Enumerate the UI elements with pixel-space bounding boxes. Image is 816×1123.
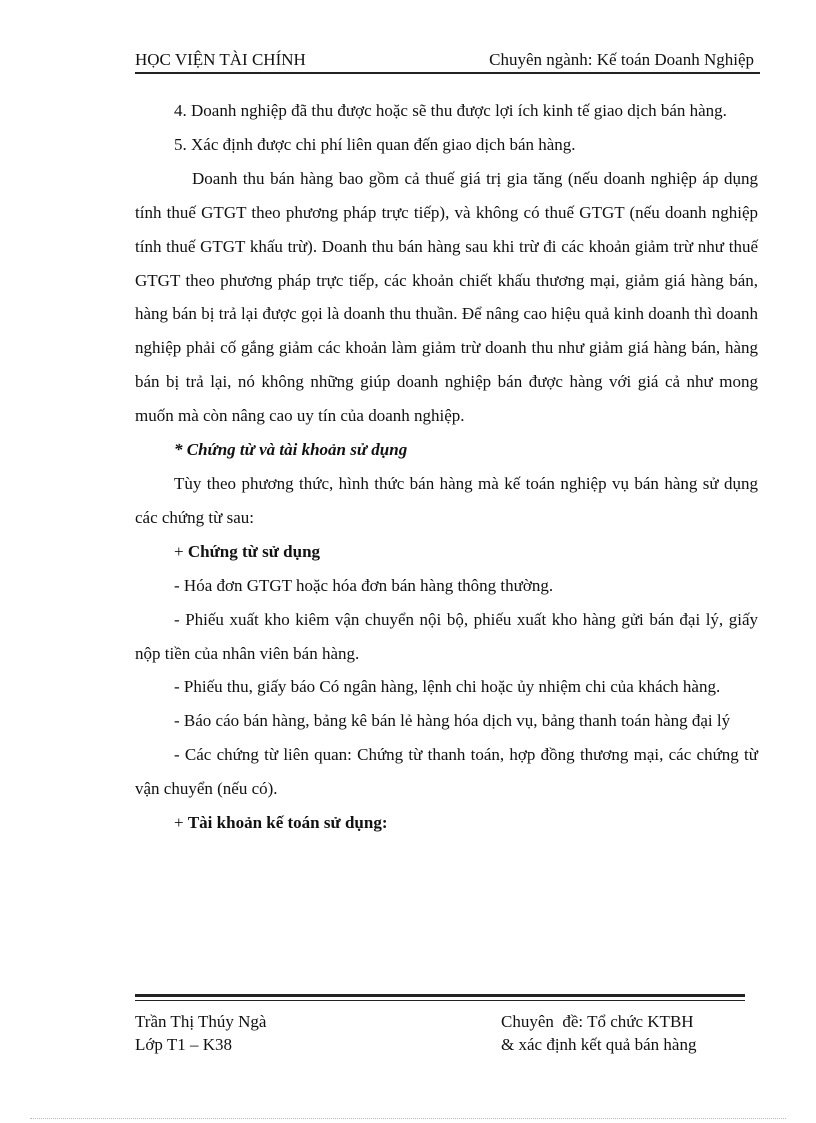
paragraph: Doanh thu bán hàng bao gồm cả thuế giá trị gia tăng (nếu doanh nghiệp áp dụng tính thuế GTGT theo phương pháp trực tiếp), và không có thuế GTGT (nếu doanh nghiệp tính thuế GTGT khấu trừ). Doanh thu bán hàng sau khi trừ đi các khoản giảm trừ như thuế GTGT theo phương pháp trực tiếp, các khoản chiết khấu thương mại, giảm giá hàng bán, hàng bán bị trả lại được gọi là doanh thu thuần. Để nâng cao hiệu quả kinh doanh thì doanh nghiệp phải cố gắng giảm các khoản làm giảm trừ doanh thu như giảm giá hàng bán, hàng bán bị trả lại, nó không những giúp doanh nghiệp bán được hàng với giá cả như mong muốn mà còn nâng cao uy tín của doanh nghiệp.	[135, 168, 758, 426]
subheading-prefix: +	[174, 813, 188, 833]
footer-author-block	[135, 1010, 266, 1056]
list-item: - Các chứng từ liên quan: Chứng từ thanh toán, hợp đồng thương mại, các chứng từ vận chuyển (nếu có).	[135, 745, 758, 799]
page-edge-dots	[30, 1118, 786, 1119]
paragraph: 4. Doanh nghiệp đã thu được hoặc sẽ thu được lợi ích kinh tế giao dịch bán hàng.	[174, 101, 727, 120]
footer-divider	[135, 994, 745, 1001]
document-body	[135, 94, 758, 840]
list-item: - Phiếu thu, giấy báo Có ngân hàng, lệnh chi hoặc ủy nhiệm chi của khách hàng.	[174, 677, 721, 697]
header-institution: HỌC VIỆN TÀI CHÍNH	[135, 50, 306, 69]
footer-class: Lớp T1 – K38	[135, 1035, 232, 1054]
subheading-text: Chứng từ sử dụng	[187, 541, 321, 561]
subheading-prefix: +	[174, 541, 188, 561]
header-major: Chuyên ngành: Kế toán Doanh Nghiệp	[489, 50, 754, 69]
subheading-text: Tài khoản kế toán sử dụng:	[187, 813, 388, 833]
list-item: - Phiếu xuất kho kiêm vận chuyển nội bộ, phiếu xuất kho hàng gửi bán đại lý, giấy nộp tiền của nhân viên bán hàng.	[135, 609, 758, 663]
page-header	[135, 48, 760, 74]
section-heading: * Chứng từ và tài khoản sử dụng	[174, 440, 408, 460]
list-item: - Hóa đơn GTGT hoặc hóa đơn bán hàng thông thường.	[174, 575, 554, 595]
paragraph: Tùy theo phương thức, hình thức bán hàng mà kế toán nghiệp vụ bán hàng sử dụng các chứng từ sau:	[135, 473, 758, 527]
list-item: - Báo cáo bán hàng, bảng kê bán lẻ hàng hóa dịch vụ, bảng thanh toán hàng đại lý	[174, 711, 731, 731]
footer-author: Trần Thị Thúy Ngà	[135, 1012, 267, 1031]
footer-topic-line2: & xác định kết quả bán hàng	[501, 1035, 697, 1054]
subheading	[135, 535, 758, 569]
subheading	[135, 806, 758, 840]
footer-topic-line1: Chuyên đề: Tổ chức KTBH	[501, 1012, 694, 1031]
footer-topic-block	[501, 1010, 696, 1056]
paragraph: 5. Xác định được chi phí liên quan đến giao dịch bán hàng.	[174, 134, 576, 154]
